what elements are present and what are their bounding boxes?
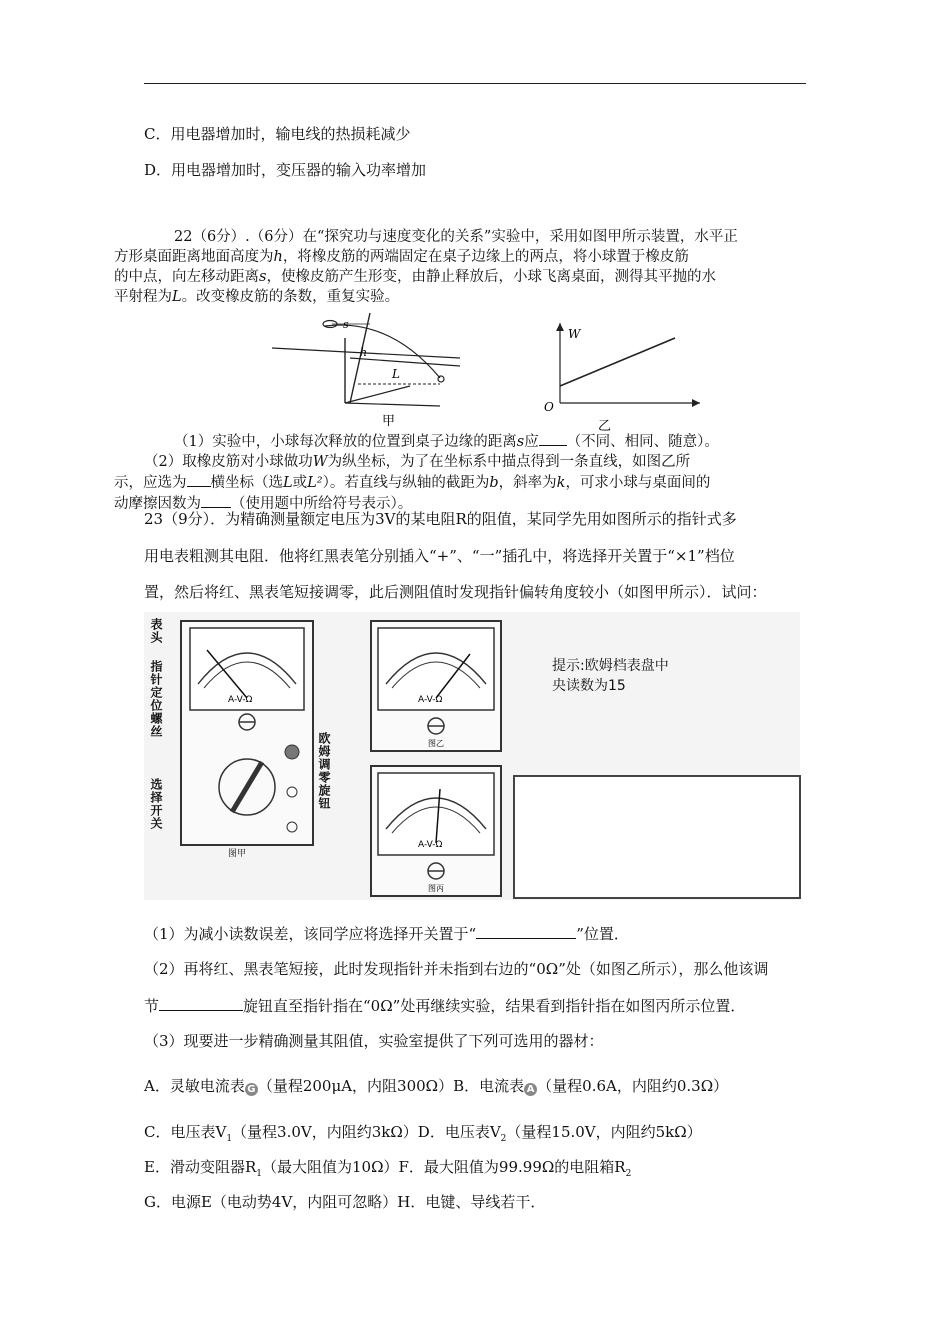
q23-sub1: （1）为减小读数误差，该同学应将选择开关置于“ ”位置． xyxy=(144,925,629,943)
label-switch: 选择开关 xyxy=(149,778,163,830)
fig-label-O: O xyxy=(544,400,554,414)
ammeter-icon: A xyxy=(524,1083,537,1096)
caption-jia: 图甲 xyxy=(228,849,247,859)
meter-face-jia: A-V-Ω xyxy=(228,695,253,705)
equip-cd: C．电压表$V_1$（量程3.0V，内阻约3kΩ）D．电压表$V_2$（量程15.0V，内阻约5kΩ） xyxy=(144,1123,702,1144)
answer-blank-1[interactable] xyxy=(539,431,567,446)
option-d: D．用电器增加时，变压器的输入功率增加 xyxy=(144,161,427,179)
q23-line3: 置，然后将红、黑表笔短接调零，此后测阻值时发现指针偏转角度较小（如图甲所示）．试问： xyxy=(144,583,767,601)
q23-line1: 23（9分）．为精确测量额定电压为3V的某电阻R的阻值，某同学先用如图所示的指针式多 xyxy=(144,510,737,528)
q22-subquestions: （1）实验中，小球每次释放的位置到桌子边缘的距离s应 （不同、相同、随意）。 （2）取橡皮筋对小球做功W为纵坐标，为了在坐标系中描点得到一条直线，如图乙所 示，应选为 横坐标（选L或L²）。若直线与纵轴的截距为b，斜率为k，可求小球与桌面间的 动摩擦因数为 （使用题中所给符号表示）。 xyxy=(144,431,812,514)
hint-text: 提示:欧姆档表盘中 央读数为15 xyxy=(552,658,669,694)
multimeter-yi xyxy=(370,620,502,752)
caption-bing: 图丙 xyxy=(428,884,444,893)
q23-line2: 用电表粗测其电阻．他将红黑表笔分别插入“+”、“一”插孔中，将选择开关置于“×1”档位 xyxy=(144,547,735,565)
fig-label-W: W xyxy=(568,327,581,341)
answer-blank-2[interactable] xyxy=(187,472,211,487)
header-rule xyxy=(144,83,806,84)
meter-face-yi: A-V-Ω xyxy=(418,695,443,705)
answer-blank-3[interactable] xyxy=(201,493,231,508)
label-head: 表头 xyxy=(149,618,163,644)
option-c: C．用电器增加时，输电线的热损耗减少 xyxy=(144,125,411,143)
fig-caption-jia: 甲 xyxy=(382,414,396,428)
answer-blank-4[interactable] xyxy=(476,924,576,939)
label-knob: 欧姆调零旋钮 xyxy=(317,732,331,810)
fig-label-h: h xyxy=(360,346,368,359)
equip-ef: E．滑动变阻器$R_1$（最大阻值为10Ω）F．最大阻值为99.99Ω的电阻箱$R_2$ xyxy=(144,1158,632,1179)
fig-label-L: L xyxy=(392,367,400,381)
galvanometer-icon: G xyxy=(245,1083,258,1096)
q23-sub3: （3）现要进一步精确测量其阻值，实验室提供了下列可选用的器材： xyxy=(144,1032,604,1050)
multimeter-bing xyxy=(370,765,502,897)
answer-blank-5[interactable] xyxy=(159,996,243,1011)
label-screw: 指针定位螺丝 xyxy=(149,660,163,738)
fig-caption-yi: 乙 xyxy=(598,419,612,433)
caption-yi: 图乙 xyxy=(428,739,444,748)
figure-jia xyxy=(270,308,470,428)
equip-gh: G．电源E（电动势4V，内阻可忽略）H．电键、导线若干． xyxy=(144,1193,546,1211)
fig-label-s: s xyxy=(343,318,349,331)
q23-sub2-line2: 节 旋钮直至指针指在“0Ω”处再继续实验，结果看到指针指在如图丙所示位置． xyxy=(144,997,746,1015)
answer-box[interactable] xyxy=(513,775,801,899)
meter-face-bing: A-V-Ω xyxy=(418,840,443,850)
equip-ab: A．灵敏电流表 G （量程200μA，内阻300Ω）B．电流表 A （量程0.6A，内阻约0.3Ω） xyxy=(144,1077,729,1095)
multimeter-jia xyxy=(180,620,314,846)
q23-sub2-line1: （2）再将红、黑表笔短接，此时发现指针并未指到右边的“0Ω”处（如图乙所示），那么他该调 xyxy=(144,960,769,978)
figure-yi xyxy=(540,318,710,433)
q22-text: 22（6分）.（6分）在“探究功与速度变化的关系”实验中，采用如图甲所示装置，水平正 方形桌面距离地面高度为h，将橡皮筋的两端固定在桌子边缘上的两点，将小球置于橡皮筋 的中点，向左移动距离s，使橡皮筋产生形变，由静止释放后，小球飞离桌面，测得其平抛的水 平射程为L。改变橡皮筋的条数，重复实验。 xyxy=(114,229,738,305)
